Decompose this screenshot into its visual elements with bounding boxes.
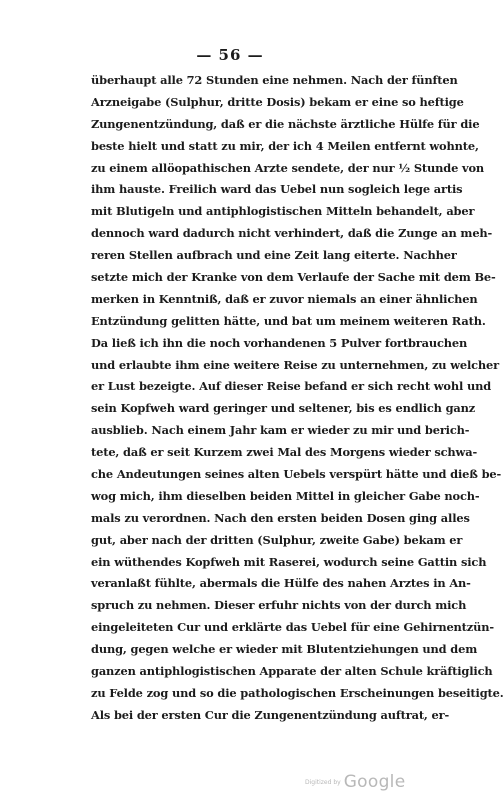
digitization-watermark [305,772,405,792]
text-line: wog mich, ihm dieselben beiden Mittel in gleicher Gabe noch- [91,488,480,503]
text-line: ein wüthendes Kopfweh mit Raserei, wodurch seine Gattin sich [91,554,487,569]
text-line: Arzneigabe (Sulphur, dritte Dosis) bekam er eine so heftige [91,94,464,109]
text-line: che Andeutungen seines alten Uebels verspürt hätte und dieß be- [91,467,502,482]
text-line: dung, gegen welche er wieder mit Blutentziehungen und dem [91,642,478,657]
text-line: veranlaßt fühlte, abermals die Hülfe des nahen Arztes in An- [91,576,471,591]
text-line: beste hielt und statt zu mir, der ich 4 Meilen entfernt wohnte, [91,138,479,153]
page-number: — 56 — [196,46,264,64]
text-line: gut, aber nach der dritten (Sulphur, zweite Gabe) bekam er [91,532,463,547]
text-line: reren Stellen aufbrach und eine Zeit lang eiterte. Nachher [91,248,457,263]
text-line: setzte mich der Kranke von dem Verlaufe der Sache mit dem Be- [91,270,496,285]
text-line: ihm hauste. Freilich ward das Uebel nun sogleich lege artis [91,182,463,197]
text-line: Zungenentzündung, daß er die nächste ärztliche Hülfe für die [91,116,480,131]
text-line: spruch zu nehmen. Dieser erfuhr nichts von der durch mich [91,598,467,613]
text-line: merken in Kenntniß, daß er zuvor niemals an einer ähnlichen [91,291,478,306]
text-line: er Lust bezeigte. Auf dieser Reise befand er sich recht wohl und [91,379,492,394]
text-line: eingeleiteten Cur und erklärte das Uebel für eine Gehirnentzün- [91,620,494,635]
text-line: Entzündung gelitten hätte, und bat um meinem weiteren Rath. [91,313,486,328]
text-line: zu Felde zog und so die pathologischen Erscheinungen beseitigte. [91,685,504,700]
text-line: zu einem allöopathischen Arzte sendete, der nur ½ Stunde von [91,160,485,175]
text-line: ausblieb. Nach einem Jahr kam er wieder zu mir und berich- [91,423,470,438]
body-text [91,70,504,727]
text-line: Da ließ ich ihn die noch vorhandenen 5 Pulver fortbrauchen [91,335,468,350]
text-line: Als bei der ersten Cur die Zungenentzündung auftrat, er- [91,707,450,722]
text-line: überhaupt alle 72 Stunden eine nehmen. Nach der fünften [91,73,458,87]
text-line: tete, daß er seit Kurzem zwei Mal des Morgens wieder schwa- [91,445,478,460]
text-line: dennoch ward dadurch nicht verhindert, daß die Zunge an meh- [91,226,493,241]
text-line: mit Blutigeln und antiphlogistischen Mitteln behandelt, aber [91,204,475,219]
text-line: ganzen antiphlogistischen Apparate der alten Schule kräftiglich [91,664,493,679]
google-logo: Google [343,772,406,792]
text-line: und erlaubte ihm eine weitere Reise zu unternehmen, zu welcher [91,357,500,372]
text-line: mals zu verordnen. Nach den ersten beiden Dosen ging alles [91,510,470,525]
watermark-prefix: Digitized by [305,779,341,786]
text-line: sein Kopfweh ward geringer und seltener, bis es endlich ganz [91,401,476,416]
